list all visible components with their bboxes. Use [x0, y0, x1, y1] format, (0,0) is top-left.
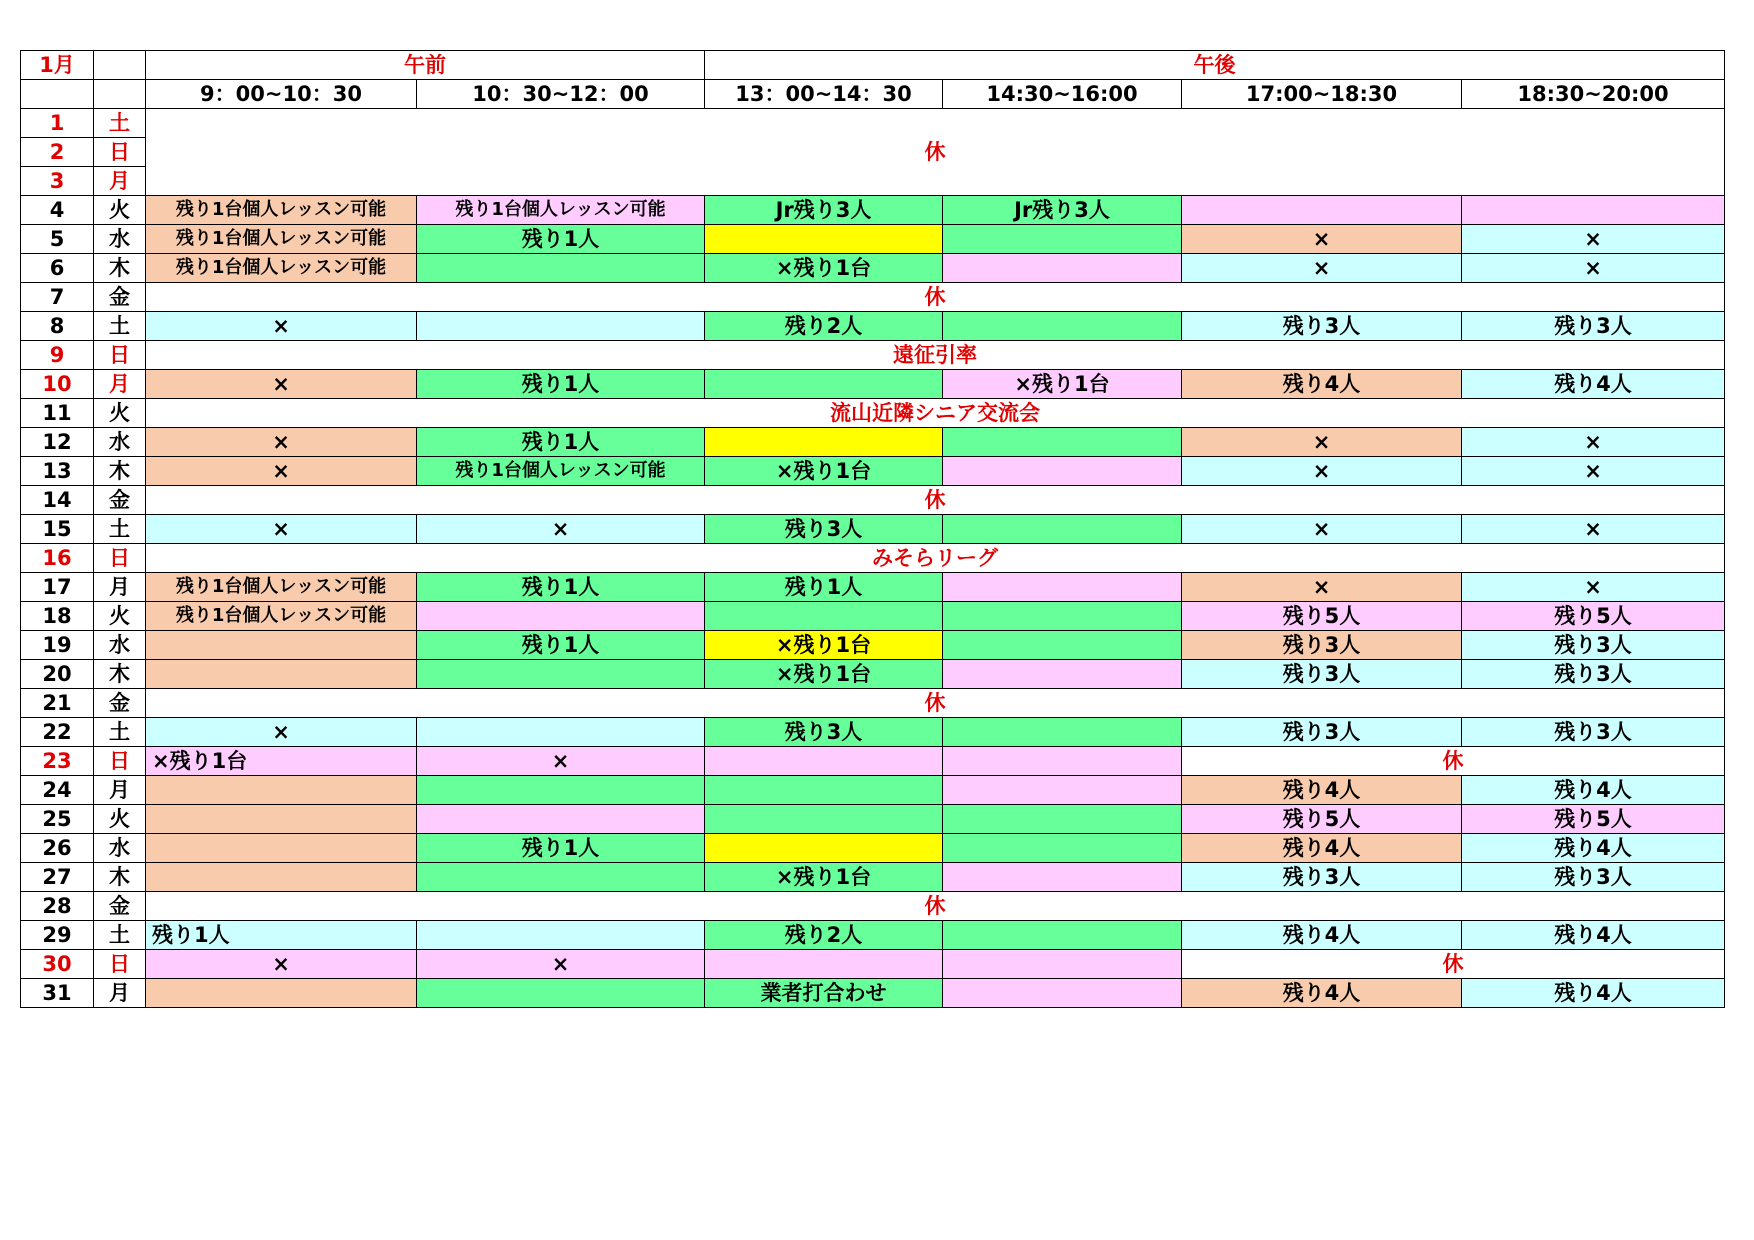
table-row [21, 109, 1725, 138]
weekday: 金 [94, 486, 146, 515]
slot-cell [943, 950, 1182, 979]
slot-cell: × [1182, 225, 1462, 254]
slot-cell: ×残り1台 [705, 254, 943, 283]
table-row [21, 863, 1725, 892]
slot-cell [943, 573, 1182, 602]
slot-cell: 残り3人 [705, 718, 943, 747]
slot-cell: × [417, 515, 705, 544]
table-row [21, 689, 1725, 718]
day-number: 18 [21, 602, 94, 631]
slot-cell [943, 805, 1182, 834]
weekday: 日 [94, 747, 146, 776]
slot-cell: × [146, 515, 417, 544]
table-row [21, 254, 1725, 283]
table-row [21, 718, 1725, 747]
slot-cell: 残り3人 [1182, 718, 1462, 747]
slot-cell: 残り3人 [1182, 312, 1462, 341]
day-number: 24 [21, 776, 94, 805]
day-number: 10 [21, 370, 94, 399]
slot-cell: 残り5人 [1462, 602, 1725, 631]
slot-cell [417, 863, 705, 892]
slot-cell: × [1182, 428, 1462, 457]
slot-cell: 残り1台個人レッスン可能 [146, 225, 417, 254]
slot-cell [943, 225, 1182, 254]
slot-cell [943, 979, 1182, 1008]
table-row [21, 805, 1725, 834]
weekday: 金 [94, 283, 146, 312]
slot-cell [943, 660, 1182, 689]
slot-cell [705, 776, 943, 805]
slot-cell: 残り4人 [1462, 370, 1725, 399]
table-row [21, 950, 1725, 979]
event-cell: 休 [146, 689, 1725, 718]
slot-cell [146, 660, 417, 689]
slot-cell: 残り4人 [1462, 834, 1725, 863]
weekday: 木 [94, 863, 146, 892]
weekday: 月 [94, 979, 146, 1008]
slot-cell: × [1462, 457, 1725, 486]
table-row [21, 341, 1725, 370]
slot-cell [705, 428, 943, 457]
slot-cell: 残り3人 [1182, 863, 1462, 892]
slot-cell [943, 428, 1182, 457]
slot-cell [943, 747, 1182, 776]
weekday: 月 [94, 167, 146, 196]
weekday: 月 [94, 573, 146, 602]
table-row [21, 399, 1725, 428]
weekday: 金 [94, 689, 146, 718]
slot-cell: × [1462, 515, 1725, 544]
am-header: 午前 [146, 51, 705, 80]
day-number: 14 [21, 486, 94, 515]
slot-cell [417, 776, 705, 805]
slot-cell: × [146, 457, 417, 486]
slot-cell: 残り3人 [1462, 312, 1725, 341]
empty-header-cell [21, 80, 94, 109]
slot-cell [943, 718, 1182, 747]
slot-cell [417, 921, 705, 950]
slot-cell: × [146, 428, 417, 457]
slot-cell: 残り1台個人レッスン可能 [146, 196, 417, 225]
weekday: 日 [94, 138, 146, 167]
day-number: 31 [21, 979, 94, 1008]
slot-cell: 残り1人 [417, 631, 705, 660]
slot-cell: Jr残り3人 [943, 196, 1182, 225]
day-number: 30 [21, 950, 94, 979]
event-cell: みそらリーグ [146, 544, 1725, 573]
slot-cell: × [146, 950, 417, 979]
table-row [21, 979, 1725, 1008]
slot-cell: 残り3人 [1182, 631, 1462, 660]
day-number: 19 [21, 631, 94, 660]
slot-cell: × [1462, 254, 1725, 283]
event-cell: 休 [146, 283, 1725, 312]
slot-cell: ×残り1台 [705, 660, 943, 689]
slot-cell [417, 805, 705, 834]
pm-header: 午後 [705, 51, 1725, 80]
slot-header: 13：00~14：30 [705, 80, 943, 109]
weekday: 土 [94, 921, 146, 950]
table-row [21, 834, 1725, 863]
slot-cell [146, 979, 417, 1008]
day-number: 25 [21, 805, 94, 834]
slot-cell: 残り4人 [1462, 979, 1725, 1008]
slot-cell [417, 660, 705, 689]
slot-cell: 残り1人 [417, 834, 705, 863]
slot-cell: 残り2人 [705, 921, 943, 950]
weekday: 日 [94, 544, 146, 573]
table-row [21, 428, 1725, 457]
weekday: 火 [94, 805, 146, 834]
event-cell: 休 [146, 486, 1725, 515]
day-number: 28 [21, 892, 94, 921]
slot-cell: 残り4人 [1182, 834, 1462, 863]
weekday: 木 [94, 457, 146, 486]
weekday: 火 [94, 602, 146, 631]
day-number: 1 [21, 109, 94, 138]
day-number: 6 [21, 254, 94, 283]
day-number: 22 [21, 718, 94, 747]
day-number: 15 [21, 515, 94, 544]
table-row [21, 370, 1725, 399]
slot-cell: Jr残り3人 [705, 196, 943, 225]
slot-cell [943, 863, 1182, 892]
slot-cell: 残り5人 [1462, 805, 1725, 834]
slot-cell [417, 602, 705, 631]
slot-cell: × [417, 747, 705, 776]
slot-cell: 残り4人 [1462, 921, 1725, 950]
day-number: 26 [21, 834, 94, 863]
weekday: 木 [94, 254, 146, 283]
slot-cell [705, 834, 943, 863]
slot-cell: 残り1台個人レッスン可能 [417, 196, 705, 225]
weekday: 月 [94, 370, 146, 399]
table-row [21, 631, 1725, 660]
day-number: 4 [21, 196, 94, 225]
slot-cell: 残り1人 [705, 573, 943, 602]
table-row [21, 544, 1725, 573]
schedule-table [20, 50, 1725, 1008]
table-row [21, 486, 1725, 515]
slot-cell [705, 747, 943, 776]
weekday: 火 [94, 399, 146, 428]
slot-cell: × [1462, 428, 1725, 457]
slot-cell [943, 515, 1182, 544]
slot-cell: × [146, 370, 417, 399]
event-cell: 休 [146, 892, 1725, 921]
slot-cell [146, 863, 417, 892]
slot-cell [705, 225, 943, 254]
table-row [21, 196, 1725, 225]
slot-cell: 残り1人 [417, 225, 705, 254]
slot-cell: ×残り1台 [705, 863, 943, 892]
slot-cell [705, 950, 943, 979]
slot-cell: × [146, 718, 417, 747]
slot-cell [1462, 196, 1725, 225]
day-number: 5 [21, 225, 94, 254]
slot-header: 14:30~16:00 [943, 80, 1182, 109]
day-number: 20 [21, 660, 94, 689]
slot-cell: 残り1台個人レッスン可能 [146, 573, 417, 602]
slot-cell: 残り3人 [1182, 660, 1462, 689]
slot-cell: 残り3人 [1462, 660, 1725, 689]
weekday: 日 [94, 950, 146, 979]
slot-cell: × [1182, 515, 1462, 544]
slot-cell: ×残り1台 [705, 631, 943, 660]
event-cell: 流山近隣シニア交流会 [146, 399, 1725, 428]
slot-cell: 残り1台個人レッスン可能 [417, 457, 705, 486]
slot-cell [1182, 196, 1462, 225]
weekday: 水 [94, 834, 146, 863]
header-row-period [21, 51, 1725, 80]
month-label: 1月 [21, 51, 94, 80]
slot-cell [417, 312, 705, 341]
slot-cell [705, 370, 943, 399]
slot-cell: 残り1人 [417, 370, 705, 399]
slot-cell [943, 254, 1182, 283]
weekday: 木 [94, 660, 146, 689]
day-number: 12 [21, 428, 94, 457]
slot-cell [417, 979, 705, 1008]
slot-cell: ×残り1台 [943, 370, 1182, 399]
slot-cell [943, 602, 1182, 631]
weekday: 土 [94, 312, 146, 341]
slot-cell: × [417, 950, 705, 979]
weekday: 月 [94, 776, 146, 805]
slot-cell: 残り3人 [705, 515, 943, 544]
event-cell: 休 [1182, 950, 1725, 979]
slot-cell: 残り1台個人レッスン可能 [146, 602, 417, 631]
slot-cell: 残り1人 [417, 428, 705, 457]
weekday: 水 [94, 631, 146, 660]
empty-header-cell [94, 51, 146, 80]
slot-cell: 残り4人 [1462, 776, 1725, 805]
slot-cell: × [1462, 225, 1725, 254]
slot-cell: 残り4人 [1182, 776, 1462, 805]
slot-header: 9：00~10：30 [146, 80, 417, 109]
weekday: 土 [94, 109, 146, 138]
table-row [21, 312, 1725, 341]
slot-cell: 残り3人 [1462, 863, 1725, 892]
slot-cell: × [1462, 573, 1725, 602]
slot-cell: 残り1人 [417, 573, 705, 602]
slot-cell [943, 776, 1182, 805]
slot-header: 10：30~12：00 [417, 80, 705, 109]
day-number: 27 [21, 863, 94, 892]
slot-cell [417, 254, 705, 283]
slot-cell: × [1182, 254, 1462, 283]
slot-cell: 残り5人 [1182, 602, 1462, 631]
weekday: 土 [94, 718, 146, 747]
slot-cell: 残り4人 [1182, 370, 1462, 399]
slot-cell [705, 602, 943, 631]
header-row-slots [21, 80, 1725, 109]
slot-cell [146, 776, 417, 805]
table-row [21, 921, 1725, 950]
weekday: 日 [94, 341, 146, 370]
slot-cell: 残り1台個人レッスン可能 [146, 254, 417, 283]
table-row [21, 457, 1725, 486]
slot-cell: 残り3人 [1462, 631, 1725, 660]
slot-cell: 残り4人 [1182, 921, 1462, 950]
slot-cell [417, 718, 705, 747]
day-number: 21 [21, 689, 94, 718]
slot-cell: 残り3人 [1462, 718, 1725, 747]
slot-cell: × [146, 312, 417, 341]
table-row [21, 602, 1725, 631]
slot-cell [943, 312, 1182, 341]
slot-header: 17:00~18:30 [1182, 80, 1462, 109]
slot-cell [943, 921, 1182, 950]
weekday: 水 [94, 428, 146, 457]
day-number: 8 [21, 312, 94, 341]
day-number: 13 [21, 457, 94, 486]
day-number: 3 [21, 167, 94, 196]
weekday: 火 [94, 196, 146, 225]
slot-cell: × [1182, 457, 1462, 486]
table-row [21, 660, 1725, 689]
table-row [21, 747, 1725, 776]
day-number: 17 [21, 573, 94, 602]
empty-header-cell [94, 80, 146, 109]
slot-cell: 残り4人 [1182, 979, 1462, 1008]
slot-cell [146, 834, 417, 863]
slot-cell [146, 805, 417, 834]
slot-cell [146, 631, 417, 660]
table-row [21, 573, 1725, 602]
event-cell: 遠征引率 [146, 341, 1725, 370]
weekday: 金 [94, 892, 146, 921]
day-number: 9 [21, 341, 94, 370]
slot-cell: ×残り1台 [146, 747, 417, 776]
day-number: 2 [21, 138, 94, 167]
event-cell: 休 [1182, 747, 1725, 776]
slot-cell: 残り2人 [705, 312, 943, 341]
table-row [21, 776, 1725, 805]
day-number: 23 [21, 747, 94, 776]
slot-cell: 残り1人 [146, 921, 417, 950]
day-number: 7 [21, 283, 94, 312]
slot-cell [943, 631, 1182, 660]
event-cell: 休 [146, 109, 1725, 196]
slot-cell: ×残り1台 [705, 457, 943, 486]
weekday: 水 [94, 225, 146, 254]
table-row [21, 515, 1725, 544]
slot-cell: × [1182, 573, 1462, 602]
schedule-body [21, 109, 1725, 1008]
table-row [21, 283, 1725, 312]
slot-cell [943, 457, 1182, 486]
table-row [21, 892, 1725, 921]
slot-cell [705, 805, 943, 834]
slot-cell: 残り5人 [1182, 805, 1462, 834]
day-number: 29 [21, 921, 94, 950]
weekday: 土 [94, 515, 146, 544]
day-number: 11 [21, 399, 94, 428]
slot-cell: 業者打合わせ [705, 979, 943, 1008]
table-row [21, 225, 1725, 254]
slot-cell [943, 834, 1182, 863]
day-number: 16 [21, 544, 94, 573]
slot-header: 18:30~20:00 [1462, 80, 1725, 109]
